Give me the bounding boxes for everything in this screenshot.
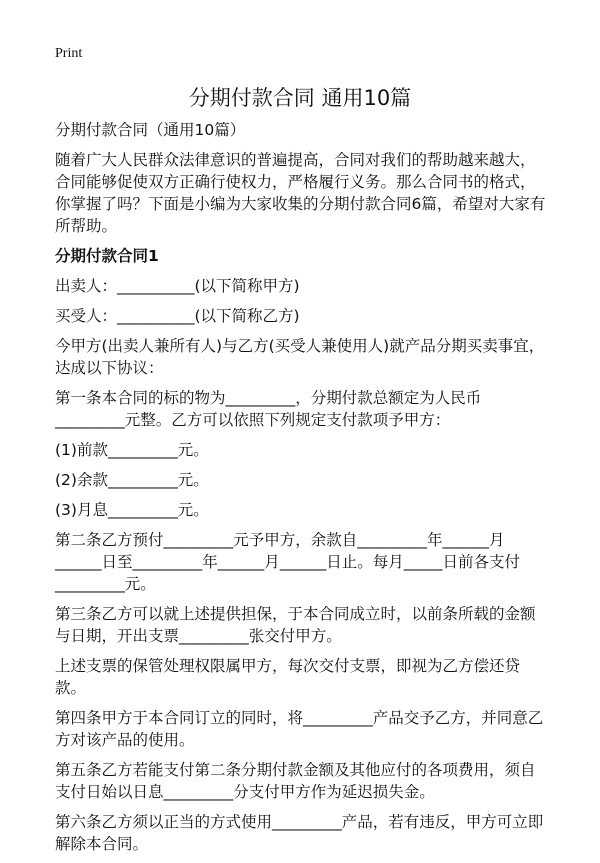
subtitle: 分期付款合同（通用10篇） [55, 121, 246, 139]
cheque-note: 上述支票的保管处理权限属甲方，每次交付支票，即视为乙方偿还贷款。 [55, 657, 521, 697]
payment-item-balance: (2)余款_________元。 [55, 471, 209, 489]
document-body [55, 119, 550, 863]
payment-item-interest: (3)月息_________元。 [55, 501, 209, 519]
clause-6: 第六条乙方须以正当的方式使用_________产品，若有违反，甲方可立即解除本合同。 [55, 813, 544, 853]
clause-2: 第二条乙方预付_________元予甲方，余款自_________年______月______日至_________年______月______日止。每月_____日前各支付_________元。 [55, 531, 521, 593]
buyer-line: 买受人：__________(以下简称乙方) [55, 307, 300, 325]
clause-4: 第四条甲方于本合同订立的同时，将_________产品交予乙方，并同意乙方对该产品的使用。 [55, 709, 544, 749]
agreement-preamble: 今甲方(出卖人兼所有人)与乙方(买受人兼使用人)就产品分期买卖事宜，达成以下协议： [55, 337, 545, 377]
document-title: 分期付款合同 通用10篇 [188, 86, 412, 110]
intro-paragraph: 随着广大人民群众法律意识的普遍提高，合同对我们的帮助越来越大，合同能够促使双方正确行使权力，严格履行义务。那么合同书的格式，你掌握了吗？下面是小编为大家收集的分期付款合同6篇，希望对大家有所帮助。 [55, 151, 546, 235]
print-link[interactable]: Print [55, 46, 83, 61]
clause-5: 第五条乙方若能支付第二条分期付款金额及其他应付的各项费用，须自支付日始以日息_________分支付甲方作为延迟损失金。 [55, 761, 536, 801]
payment-item-down: (1)前款_________元。 [55, 441, 209, 459]
section-heading: 分期付款合同1 [55, 247, 159, 265]
seller-line: 出卖人：__________(以下简称甲方) [55, 277, 300, 295]
clause-1: 第一条本合同的标的物为_________，分期付款总额定为人民币_________元整。乙方可以依照下列规定支付款项予甲方： [55, 389, 482, 429]
clause-3: 第三条乙方可以就上述提供担保，于本合同成立时，以前条所载的金额与日期，开出支票_________张交付甲方。 [55, 605, 536, 645]
